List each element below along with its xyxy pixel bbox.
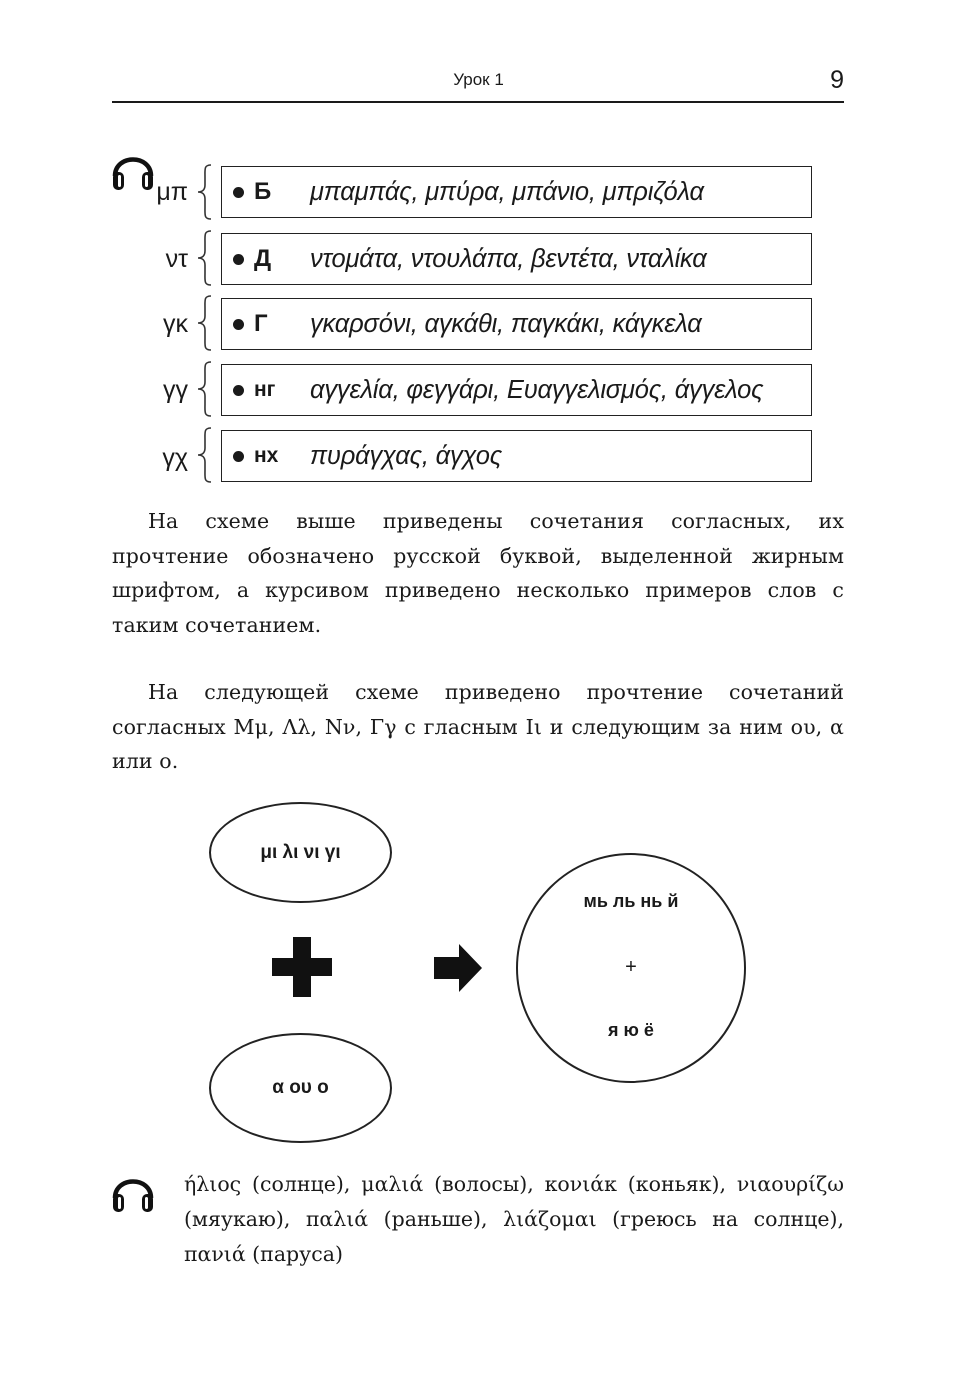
brace-icon	[196, 294, 214, 352]
consonants-label: μι λι νι γι	[260, 841, 341, 863]
combination-greek: γγ	[163, 376, 188, 404]
combination-greek: ντ	[165, 245, 188, 273]
result-consonants: мь ль нь й	[583, 891, 679, 911]
combination-examples: αγγελία, φεγγάρι, Ευαγγελισμός, άγγελος	[310, 375, 764, 404]
combination-row	[221, 430, 812, 482]
combination-reading: Г	[254, 310, 268, 337]
combination-reading: нг	[254, 378, 276, 401]
bullet-icon	[233, 319, 244, 330]
combination-row	[221, 166, 812, 218]
combination-row	[221, 364, 812, 416]
combination-examples: μπαμπάς, μπύρα, μπάνιο, μπριζόλα	[310, 177, 704, 206]
brace-icon	[196, 426, 214, 484]
plus-icon	[272, 937, 332, 997]
combination-reading: нх	[254, 444, 279, 467]
combination-examples: γκαρσόνι, αγκάθι, παγκάκι, κάγκελα	[310, 309, 702, 338]
paragraph-text: На следующей схеме приведено прочтение сочетаний согласных Μμ, Λλ, Νν, Γγ с гласным Ιι и следующим за ним ου, α или ο.	[112, 680, 844, 773]
body-paragraph	[112, 504, 844, 642]
examples-paragraph: ήλιος (солнце), μαλιά (волосы), κονιάκ (коньяк), νιαουρίζω (мяукаю), παλιά (раньше), λιάζομαι (греюсь на солнце), πανιά (паруса)	[184, 1172, 844, 1266]
combination-greek: γκ	[163, 310, 188, 338]
bullet-icon	[233, 254, 244, 265]
brace-icon	[196, 229, 214, 287]
vowels-ellipse	[209, 1033, 392, 1143]
bullet-icon	[233, 187, 244, 198]
header-rule	[112, 101, 844, 103]
combination-reading: Б	[254, 178, 272, 205]
combination-greek: μπ	[156, 178, 188, 206]
combination-row	[221, 233, 812, 285]
consonants-ellipse	[209, 802, 392, 903]
vowels-label: α ου ο	[272, 1077, 329, 1098]
result-plus: +	[625, 956, 637, 978]
bullet-icon	[233, 385, 244, 396]
result-vowels: я ю ё	[608, 1020, 654, 1040]
paragraph-text: На схеме выше приведены сочетания согласных, их прочтение обозначено русской буквой, выделенной жирным шрифтом, а курсивом приведено несколько примеров слов с таким сочетанием.	[112, 509, 844, 637]
combination-reading: Д	[254, 245, 272, 272]
brace-icon	[196, 360, 214, 418]
page-number: 9	[830, 66, 844, 94]
combination-greek: γχ	[162, 444, 188, 472]
running-header-title: Урок 1	[453, 70, 504, 89]
combination-row	[221, 298, 812, 350]
brace-icon	[196, 163, 214, 221]
body-paragraph	[112, 675, 844, 779]
bullet-icon	[233, 451, 244, 462]
combination-examples: ντομάτα, ντουλάπα, βεντέτα, νταλίκα	[310, 244, 707, 273]
arrow-right-icon	[434, 944, 482, 992]
headphones-icon[interactable]	[110, 1168, 156, 1214]
combination-examples: πυράγχας, άγχος	[310, 441, 502, 470]
